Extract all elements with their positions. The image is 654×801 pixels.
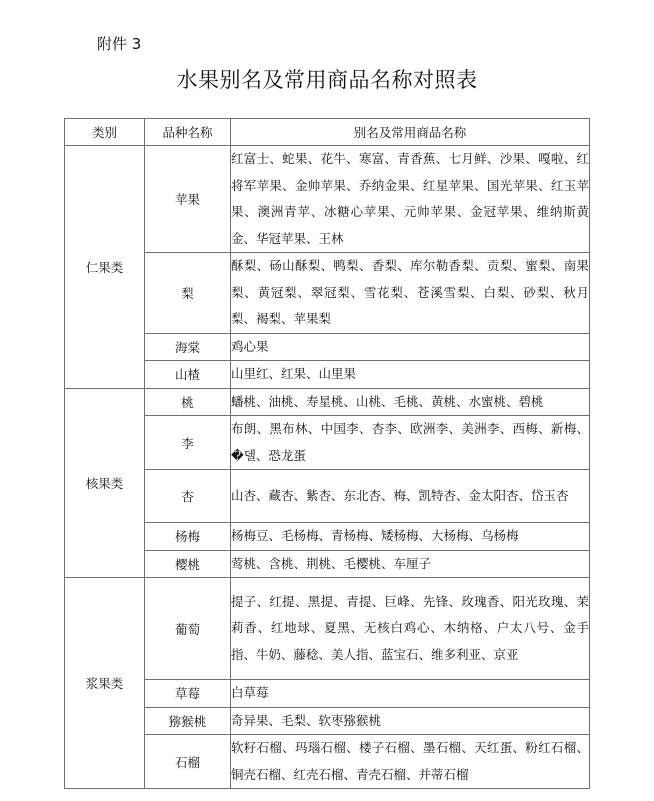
variety-cell: 梨 <box>145 253 231 334</box>
aliases-cell: 蟠桃、油桃、寿星桃、山桃、毛桃、黄桃、水蜜桃、碧桃 <box>231 388 590 416</box>
aliases-cell: 莺桃、含桃、荆桃、毛樱桃、车厘子 <box>231 550 590 578</box>
table-header-row <box>65 119 590 146</box>
table-row <box>65 578 590 680</box>
variety-cell: 杏 <box>145 470 231 523</box>
variety-cell: 海棠 <box>145 333 231 361</box>
variety-cell: 苹果 <box>145 146 231 253</box>
aliases-cell: 红富士、蛇果、花牛、寒富、青香蕉、七月鲜、沙果、嘎啦、红将军苹果、金帅苹果、乔纳金果、红星苹果、国光苹果、红玉苹果、澳洲青苹、冰糖心苹果、元帅苹果、金冠苹果、维纳斯黄金、华冠苹果、王林 <box>231 146 590 253</box>
variety-cell: 李 <box>145 416 231 470</box>
aliases-cell: 提子、红提、黑提、青提、巨峰、先锋、玫瑰香、阳光玫瑰、茉莉香、红地球、夏黑、无核白鸡心、木纳格、户太八号、金手指、牛奶、藤稔、美人指、蓝宝石、维多利亚、京亚 <box>231 578 590 680</box>
variety-cell: 石榴 <box>145 735 231 789</box>
variety-cell: 葡萄 <box>145 578 231 680</box>
header-aliases: 别名及常用商品名称 <box>231 119 590 146</box>
fruit-alias-table <box>64 118 590 789</box>
aliases-cell: 山里红、红果、山里果 <box>231 361 590 389</box>
aliases-cell: 软籽石榴、玛瑙石榴、楼子石榴、墨石榴、天红蛋、粉红石榴、铜壳石榴、红壳石榴、青壳石榴、并蒂石榴 <box>231 735 590 789</box>
aliases-cell: 白草莓 <box>231 680 590 708</box>
document-title: 水果别名及常用商品名称对照表 <box>176 68 478 92</box>
variety-cell: 樱桃 <box>145 550 231 578</box>
table-row <box>65 146 590 253</box>
variety-cell: 山楂 <box>145 361 231 389</box>
variety-cell: 草莓 <box>145 680 231 708</box>
category-cell: 核果类 <box>65 388 145 578</box>
variety-cell: 桃 <box>145 388 231 416</box>
aliases-cell: 奇异果、毛梨、软枣猕猴桃 <box>231 707 590 735</box>
aliases-cell: 杨梅豆、毛杨梅、青杨梅、矮杨梅、大杨梅、乌杨梅 <box>231 523 590 551</box>
variety-cell: 杨梅 <box>145 523 231 551</box>
header-category: 类别 <box>65 119 145 146</box>
category-cell: 仁果类 <box>65 146 145 389</box>
attachment-label: 附件 3 <box>97 35 142 53</box>
header-variety: 品种名称 <box>145 119 231 146</box>
aliases-cell: 酥梨、砀山酥梨、鸭梨、香梨、库尔勒香梨、贡梨、蜜梨、南果梨、黄冠梨、翠冠梨、雪花梨、苍溪雪梨、白梨、砂梨、秋月梨、褐梨、苹果梨 <box>231 253 590 334</box>
category-cell: 浆果类 <box>65 578 145 789</box>
table-row <box>65 388 590 416</box>
aliases-cell: 山杏、藏杏、紫杏、东北杏、梅、凯特杏、金太阳杏、岱玉杏 <box>231 470 590 523</box>
variety-cell: 猕猴桃 <box>145 707 231 735</box>
aliases-cell: 布朗、黑布林、中国李、杏李、欧洲李、美洲李、西梅、新梅、�델、恐龙蛋 <box>231 416 590 470</box>
aliases-cell: 鸡心果 <box>231 333 590 361</box>
